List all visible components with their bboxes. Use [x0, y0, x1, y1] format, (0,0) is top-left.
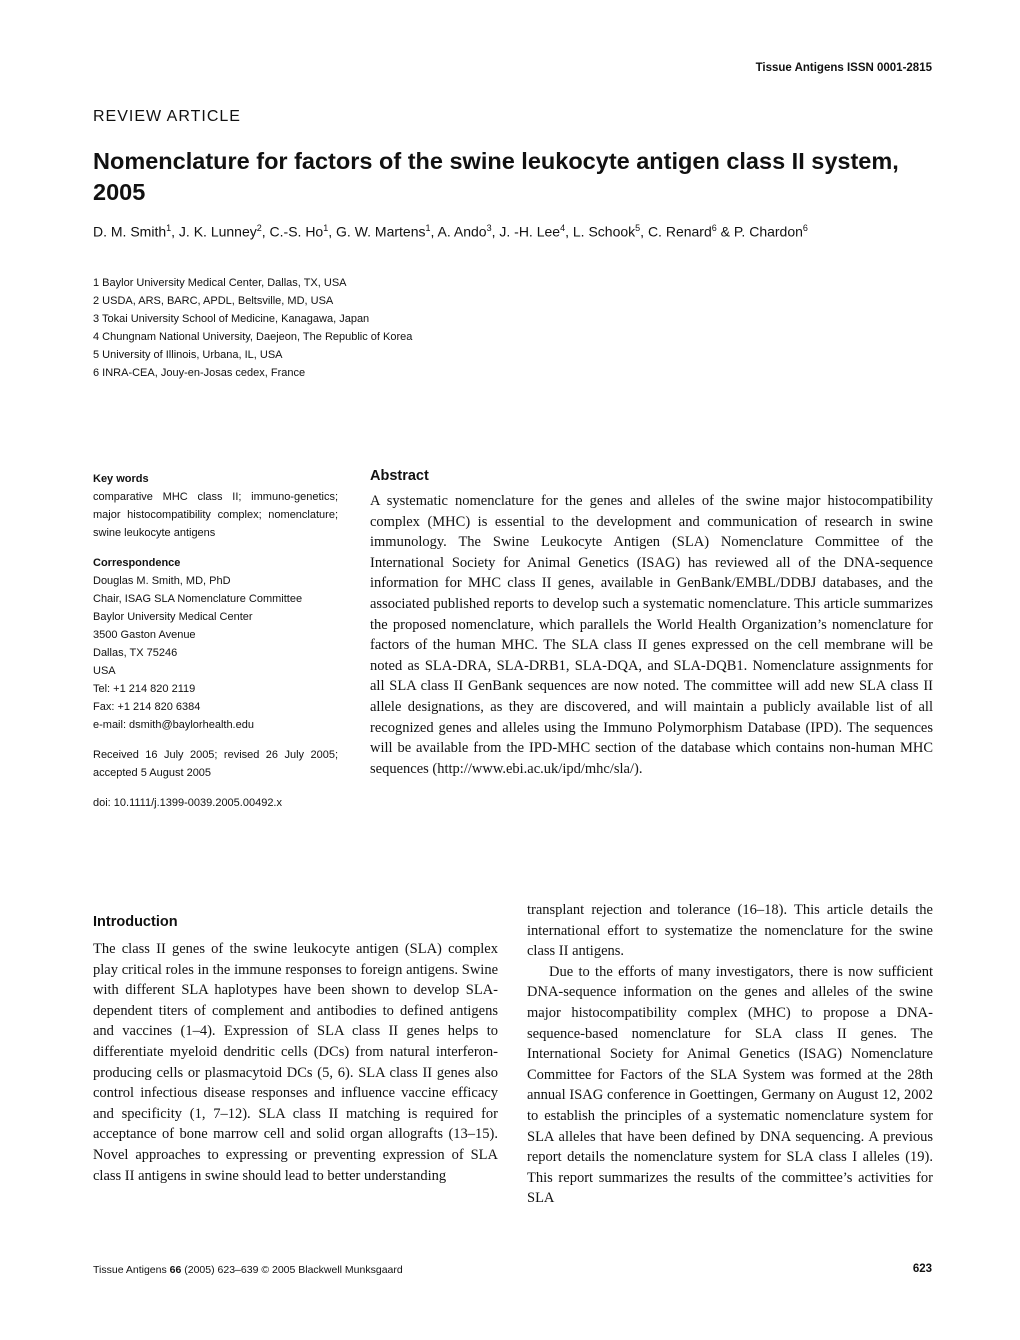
- author-name: P. Chardon: [733, 223, 803, 240]
- page-number: 623: [912, 1263, 932, 1275]
- author-name: L. Schook: [572, 223, 636, 240]
- correspondence-line: 3500 Gaston Avenue: [93, 629, 196, 641]
- introduction-heading: Introduction: [93, 914, 178, 930]
- author-name: A. Ando: [437, 223, 487, 240]
- author-list: D. M. Smith$^1$, J. K. Lunney$^2$, C.-S. Ho$^1$, G. W. Martens$^1$, A. Ando$^3$, J. -H. Lee$^4$, L. Schook$^5$, C. Renard$^6$ & P. Chardon$^6$: [93, 223, 808, 240]
- introduction-column-2: [527, 900, 933, 1209]
- introduction-column-1: The class II genes of the swine leukocyte antigen (SLA) complex play critical roles in the immune responses to foreign antigens. Swine with different SLA haplotypes have been shown to develop SLA-dependent titers of complement and antibodies to defined antigens and vaccines (1–4). Expression of SLA class II genes helps to differentiate myeloid dendritic cells (DCs) from natural interferon-producing cells or plasmacytoid DCs (5, 6). SLA class II genes also control infectious disease responses and influence vaccine efficacy and specificity (1, 7–12). SLA class II matching is required for acceptance of bone marrow cell and solid organ allografts (13–15). Novel approaches to expressing or preventing expression of SLA class II antigens in swine should lead to better understanding: [93, 941, 498, 1184]
- correspondence-heading: Correspondence: [93, 557, 181, 569]
- affiliation: 5 University of Illinois, Urbana, IL, USA: [93, 349, 283, 361]
- correspondence-line: Fax: +1 214 820 6384: [93, 701, 201, 713]
- author-affiliation-marker: 1: [425, 223, 431, 233]
- correspondence-line: Chair, ISAG SLA Nomenclature Committee: [93, 593, 303, 605]
- author-name: C. Renard: [647, 223, 712, 240]
- abstract-section: [370, 468, 933, 779]
- author-affiliation-marker: 5: [635, 223, 641, 233]
- author-affiliation-marker: 1: [166, 223, 172, 233]
- correspondence-line: Tel: +1 214 820 2119: [93, 683, 196, 695]
- affiliation: 2 USDA, ARS, BARC, APDL, Beltsville, MD, USA: [93, 295, 334, 307]
- doi: doi: 10.1111/j.1399-0039.2005.00492.x: [93, 797, 282, 809]
- body-paragraph: transplant rejection and tolerance (16–18). This article details the international effort to systematize the nomenclature for the swine class II antigens.: [527, 902, 933, 960]
- correspondence-line: Douglas M. Smith, MD, PhD: [93, 575, 231, 587]
- footer-citation: [93, 1264, 403, 1276]
- correspondence-line: Dallas, TX 75246: [93, 647, 178, 659]
- keywords-text: comparative MHC class II; immuno-genetics; major histocompatibility complex; nomenclature; swine leukocyte antigens: [93, 491, 338, 539]
- abstract-text: A systematic nomenclature for the genes and alleles of the swine major histocompatibility complex (MHC) is essential to the development and communication of research in swine immunology. The Swine Leukocyte Antigen (SLA) Nomenclature Committee of the International Society for Animal Genetics (ISAG) has reviewed all of the DNA-sequence information for MHC class II genes, available in GenBank/EMBL/DDBJ databases, and the associated published reports to develop such a systematic nomenclature. This article summarizes the proposed nomenclature, which parallels the World Health Organization’s nomenclature for factors of the human MHC. The SLA class II genes expressed on the cell membrane will be noted as SLA-DRA, SLA-DRB1, SLA-DQA, and SLA-DQB1. Nomenclature assignments for all SLA class II GenBank sequences are now noted. The committee will add new SLA class II allele designations, as they are discovered, and will maintain a publicly available list of all recognized genes and alleles using the Immuno Polymorphism Database (IPD). The sequences will be available from the IPD-MHC section of the database which contains non-human MHC sequences (http://www.ebi.ac.uk/ipd/mhc/sla/).: [370, 493, 933, 777]
- received-dates: Received 16 July 2005; revised 26 July 2005; accepted 5 August 2005: [93, 749, 338, 779]
- author-name: G. W. Martens: [336, 223, 426, 240]
- author-name: C.-S. Ho: [269, 223, 324, 240]
- affiliation: 1 Baylor University Medical Center, Dallas, TX, USA: [93, 277, 347, 289]
- citation-details: (2005) 623–639 © 2005 Blackwell Munksgaard: [181, 1264, 403, 1276]
- introduction-section: [93, 914, 498, 1186]
- author-affiliation-marker: 3: [486, 223, 492, 233]
- affiliation: 6 INRA-CEA, Jouy-en-Josas cedex, France: [93, 367, 306, 379]
- citation-journal: Tissue Antigens: [93, 1264, 170, 1276]
- author-affiliation-marker: 6: [711, 223, 717, 233]
- author-affiliation-marker: 2: [256, 223, 262, 233]
- author-affiliation-marker: 1: [323, 223, 329, 233]
- affiliation-list: [93, 274, 412, 382]
- abstract-heading: Abstract: [370, 468, 429, 484]
- journal-header: Tissue Antigens ISSN 0001-2815: [755, 62, 932, 74]
- correspondence-line: Baylor University Medical Center: [93, 611, 253, 623]
- sidebar-metadata: [93, 470, 338, 812]
- author-name: J. K. Lunney: [178, 223, 257, 240]
- author-name: J. -H. Lee: [499, 223, 561, 240]
- article-type: REVIEW ARTICLE: [93, 108, 241, 125]
- keywords-heading: Key words: [93, 473, 149, 485]
- author-affiliation-marker: 6: [802, 223, 808, 233]
- body-paragraph: Due to the efforts of many investigators, there is now sufficient DNA-sequence information on the genes and alleles of the swine major histocompatibility complex (MHC) to propose a DNA-sequence-based nomenclature for SLA class II genes. The International Society for Animal Genetics (ISAG) Nomenclature Committee for Factors of the SLA System was formed at the 28th annual ISAG conference in Goettingen, Germany on August 12, 2002 to establish the principles of a systematic nomenclature system for SLA alleles that have been defined by DNA sequencing. A previous report details the nomenclature system for SLA class I alleles (19). This report summarizes the results of the committee’s activities for SLA: [527, 963, 933, 1207]
- author-name: D. M. Smith: [93, 223, 167, 240]
- author-affiliation-marker: 4: [560, 223, 566, 233]
- correspondence-email: e-mail: dsmith@baylorhealth.edu: [93, 719, 254, 731]
- citation-volume: 66: [169, 1264, 182, 1276]
- article-title: Nomenclature for factors of the swine leukocyte antigen class II system, 2005: [93, 148, 899, 205]
- affiliation: 3 Tokai University School of Medicine, Kanagawa, Japan: [93, 313, 370, 325]
- affiliation: 4 Chungnam National University, Daejeon, The Republic of Korea: [93, 331, 413, 343]
- correspondence-line: USA: [93, 665, 116, 677]
